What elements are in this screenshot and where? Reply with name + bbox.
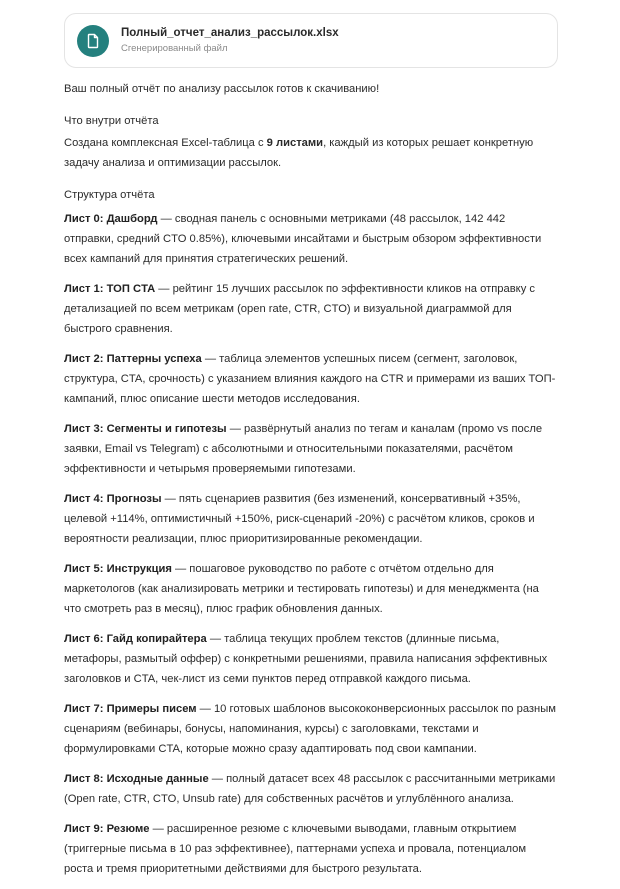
file-meta	[121, 26, 339, 55]
sheet-item	[64, 209, 558, 269]
sheet-item	[64, 279, 558, 339]
sheet-description: — пошаговое руководство по работе с отчётом отдельно для маркетологов (как анализировать метрики и тестировать гипотезы) и для менеджмента (на что смотреть раз в месяц), плюс график обновления данных.	[64, 563, 539, 615]
sheet-description: — 10 готовых шаблонов высококонверсионных рассылок по разным сценариям (вебинары, бонусы, напоминания, курсы) с заголовками, текстами и формулировками CTA, которые можно сразу адаптировать под свои кампании.	[64, 703, 556, 755]
sheet-title: Лист 7: Примеры писем	[64, 703, 197, 715]
sheet-list	[64, 209, 558, 879]
sheet-title: Лист 6: Гайд копирайтера	[64, 633, 207, 645]
file-name[interactable]: Полный_отчет_анализ_рассылок.xlsx	[121, 27, 339, 39]
sheet-title: Лист 4: Прогнозы	[64, 493, 162, 505]
sheet-description: — полный датасет всех 48 рассылок с рассчитанными метриками (Open rate, CTR, CTO, Unsub rate) для собственных расчётов и углублённого анализа.	[64, 773, 556, 805]
file-attachment-card[interactable]	[64, 13, 558, 68]
sheet-item	[64, 819, 558, 879]
sheet-title: Лист 8: Исходные данные	[64, 773, 209, 785]
section-heading-structure: Структура отчёта	[64, 189, 155, 201]
document-icon	[77, 25, 109, 57]
sheet-title: Лист 1: ТОП CTA	[64, 283, 156, 295]
sheet-description: — таблица элементов успешных писем (сегмент, заголовок, структура, CTA, срочность) с указанием влияния каждого на CTR и примерами из ваших ТОП-кампаний, плюс описание шести методов исследования.	[64, 353, 556, 405]
sheet-description: — рейтинг 15 лучших рассылок по эффективности кликов на отправку с детализацией по всем метрикам (open rate, CTR, CTO) и визуальной диаграммой для быстрого сравнения.	[64, 283, 535, 335]
section-heading-contents: Что внутри отчёта	[64, 115, 159, 127]
sheet-title: Лист 0: Дашборд	[64, 213, 158, 225]
sheet-title: Лист 3: Сегменты и гипотезы	[64, 423, 227, 435]
description-end: , каждый из которых решает конкретную задачу анализа и оптимизации рассылок.	[64, 137, 534, 169]
sheet-item	[64, 769, 558, 809]
sheet-item	[64, 629, 558, 689]
sheet-description: — пять сценариев развития (без изменений, консервативный +35%, целевой +114%, оптимистичный +150%, риск-сценарий -20%) с расчётом кликов, сроков и вероятности реализации, плюс приоритизированные рекомендации.	[64, 493, 535, 545]
sheet-item	[64, 419, 558, 479]
message-body	[64, 79, 558, 889]
sheet-title: Лист 9: Резюме	[64, 823, 150, 835]
sheet-description: — расширенное резюме с ключевыми выводами, главным открытием (триггерные письма в 10 раз эффективнее), паттернами успеха и провала, потенциалом роста и тремя приоритетными действиями для быстрого результата.	[64, 823, 527, 875]
report-description	[64, 133, 558, 173]
sheet-title: Лист 5: Инструкция	[64, 563, 172, 575]
sheet-description: — развёрнутый анализ по тегам и каналам (промо vs после заявки, Email vs Telegram) с абсолютными и относительными показателями, расчётом эффективности и четырьмя проверяемыми гипотезами.	[64, 423, 543, 475]
description-start: Создана комплексная Excel-таблица с	[64, 137, 267, 149]
sheet-item	[64, 489, 558, 549]
sheet-count: 9 листами	[266, 137, 324, 149]
sheet-item	[64, 699, 558, 759]
sheet-title: Лист 2: Паттерны успеха	[64, 353, 202, 365]
sheet-description: — сводная панель с основными метриками (48 рассылок, 142 442 отправки, средний CTO 0.85%), ключевыми инсайтами и быстрым обзором эффективности всех кампаний для принятия стратегических решений.	[64, 213, 542, 265]
file-subtitle: Сгенерированный файл	[121, 43, 228, 54]
sheet-item	[64, 349, 558, 409]
sheet-description: — таблица текущих проблем текстов (длинные письма, метафоры, размытый оффер) с конкретными решениями, правила написания эффективных заголовков и CTA, чек-лист из семи пунктов перед отправкой каждого письма.	[64, 633, 548, 685]
intro-text: Ваш полный отчёт по анализу рассылок готов к скачиванию!	[64, 83, 380, 95]
sheet-item	[64, 559, 558, 619]
